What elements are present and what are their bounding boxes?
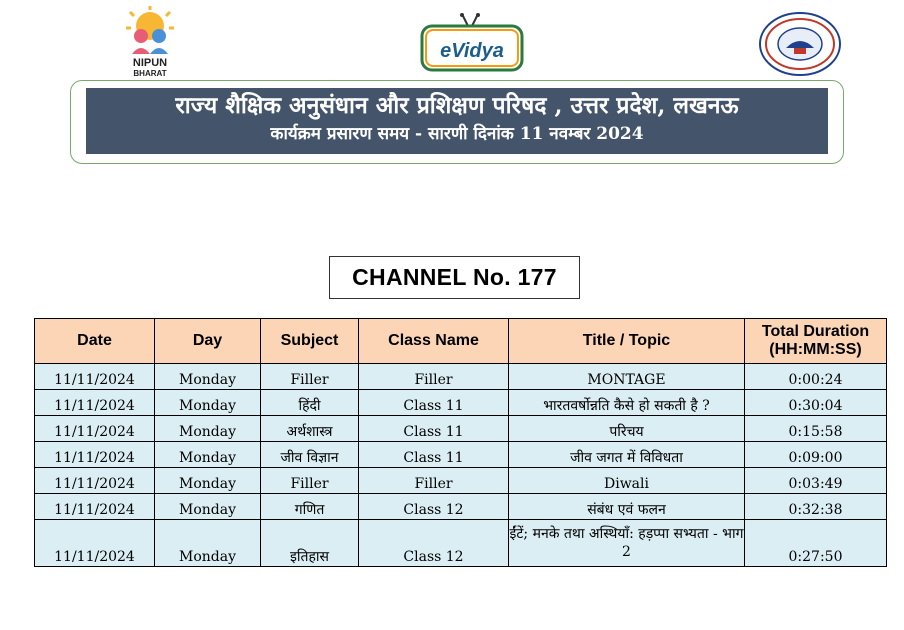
subject-cell: इतिहास — [261, 520, 359, 567]
table-row — [35, 520, 887, 567]
day-cell: Monday — [155, 390, 261, 416]
duration-cell: 0:15:58 — [745, 416, 887, 442]
subject-cell: Filler — [261, 364, 359, 390]
duration-cell: 0:27:50 — [745, 520, 887, 567]
day-cell: Monday — [155, 520, 261, 567]
header-title: राज्य शैक्षिक अनुसंधान और प्रशिक्षण परिषद , उत्तर प्रदेश, लखनऊ — [175, 92, 739, 119]
table-row — [35, 390, 887, 416]
duration-cell: 0:30:04 — [745, 390, 887, 416]
column-header-date: Date — [35, 319, 155, 364]
table-header-row — [35, 319, 887, 364]
column-header-subject: Subject — [261, 319, 359, 364]
topic-cell: संबंध एवं फलन — [509, 494, 745, 520]
topic-cell: भारतवर्षोन्नति कैसे हो सकती है ? — [509, 390, 745, 416]
header-subtitle: कार्यक्रम प्रसारण समय - सारणी दिनांक 11 नवम्बर 2024 — [270, 124, 644, 144]
day-cell: Monday — [155, 416, 261, 442]
channel-label: CHANNEL No. 177 — [329, 256, 580, 299]
class-cell: Filler — [359, 364, 509, 390]
day-cell: Monday — [155, 364, 261, 390]
date-cell: 11/11/2024 — [35, 390, 155, 416]
subject-cell: हिंदी — [261, 390, 359, 416]
subject-cell: जीव विज्ञान — [261, 442, 359, 468]
table-row — [35, 364, 887, 390]
topic-cell: MONTAGE — [509, 364, 745, 390]
class-cell: Class 12 — [359, 520, 509, 567]
date-cell: 11/11/2024 — [35, 364, 155, 390]
duration-cell: 0:32:38 — [745, 494, 887, 520]
evidya-logo — [416, 12, 528, 74]
duration-cell: 0:09:00 — [745, 442, 887, 468]
subject-cell: अर्थशास्त्र — [261, 416, 359, 442]
day-cell: Monday — [155, 468, 261, 494]
topic-cell: परिचय — [509, 416, 745, 442]
class-cell: Class 11 — [359, 416, 509, 442]
column-header-day: Day — [155, 319, 261, 364]
header-banner — [86, 88, 828, 154]
table-row — [35, 494, 887, 520]
day-cell: Monday — [155, 494, 261, 520]
date-cell: 11/11/2024 — [35, 416, 155, 442]
scert-seal-logo — [758, 12, 842, 76]
topic-cell: ईंटें; मनके तथा अस्थियाँ: हड़प्पा सभ्यता - भाग 2 — [509, 520, 745, 567]
duration-cell: 0:03:49 — [745, 468, 887, 494]
nipun-logo-text: NIPUN — [132, 57, 168, 69]
column-header-title-topic: Title / Topic — [509, 319, 745, 364]
date-cell: 11/11/2024 — [35, 442, 155, 468]
subject-cell: Filler — [261, 468, 359, 494]
date-cell: 11/11/2024 — [35, 494, 155, 520]
table-row — [35, 416, 887, 442]
class-cell: Class 12 — [359, 494, 509, 520]
class-cell: Class 11 — [359, 442, 509, 468]
nipun-logo-subtext: BHARAT — [133, 69, 167, 78]
subject-cell: गणित — [261, 494, 359, 520]
duration-cell: 0:00:24 — [745, 364, 887, 390]
day-cell: Monday — [155, 442, 261, 468]
nipun-bharat-logo — [108, 6, 192, 78]
class-cell: Class 11 — [359, 390, 509, 416]
class-cell: Filler — [359, 468, 509, 494]
table-row — [35, 442, 887, 468]
table-row — [35, 468, 887, 494]
topic-cell: जीव जगत में विविधता — [509, 442, 745, 468]
evidya-logo-text: eVidya — [440, 40, 504, 62]
column-header-total-duration: Total Duration (HH:MM:SS) — [745, 319, 887, 364]
topic-cell: Diwali — [509, 468, 745, 494]
schedule-table — [34, 318, 887, 567]
column-header-class-name: Class Name — [359, 319, 509, 364]
date-cell: 11/11/2024 — [35, 468, 155, 494]
date-cell: 11/11/2024 — [35, 520, 155, 567]
